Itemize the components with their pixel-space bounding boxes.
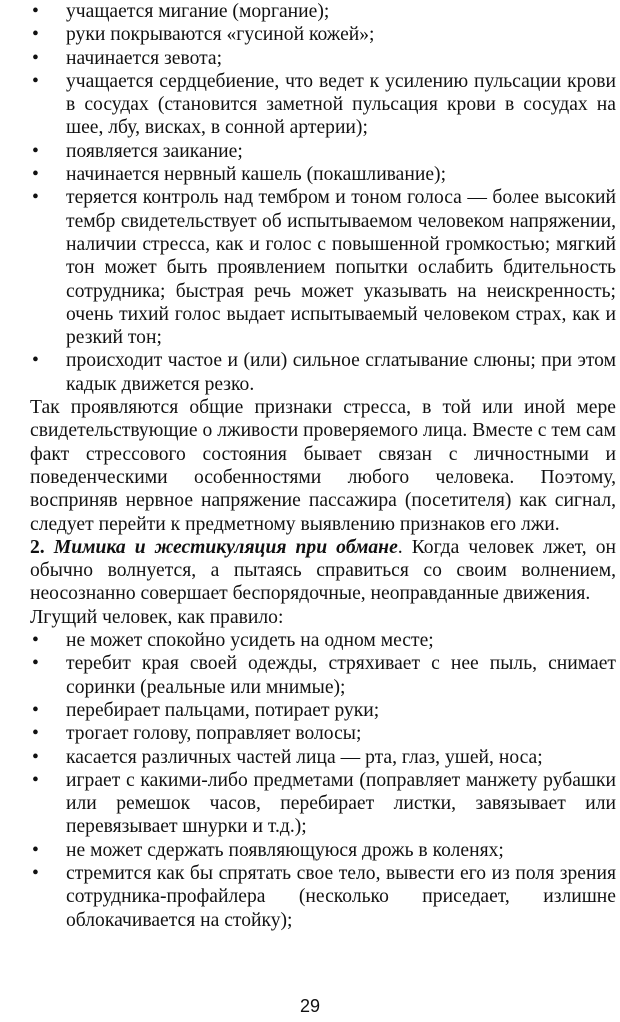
list-item: [30, 652, 616, 699]
page-number: 29: [299, 996, 321, 1016]
list-item-text: учащается сердцебиение, что ведет к усилению пульсации крови в сосудах (становится заметной пульсация крови в сосудах на шее, лбу, висках, в сонной артерии);: [66, 70, 616, 139]
list-item: [30, 769, 616, 839]
list-item-text: руки покрываются «гусиной кожей»;: [66, 24, 375, 46]
bullet-icon: •: [32, 24, 39, 46]
liar-behavior-list: [30, 629, 616, 932]
bullet-icon: •: [32, 630, 39, 652]
bullet-icon: •: [32, 746, 39, 768]
bullet-icon: •: [32, 140, 39, 162]
list-item: [30, 47, 616, 70]
list-item: [30, 746, 616, 769]
section-number: 2.: [30, 536, 45, 558]
liar-intro-paragraph: Лгущий человек, как правило:: [30, 606, 284, 628]
list-item-text: начинается нервный кашель (покашливание);: [66, 164, 447, 186]
bullet-icon: •: [32, 164, 39, 186]
bullet-icon: •: [32, 723, 39, 745]
list-item-text: перебирает пальцами, потирает руки;: [66, 699, 380, 721]
list-item: [30, 140, 616, 163]
section-heading: Мимика и жестикуляция при обмане: [53, 536, 398, 558]
list-item: [30, 349, 616, 396]
bullet-icon: •: [32, 187, 39, 209]
section-2-paragraph: [30, 536, 616, 606]
list-item: [30, 699, 616, 722]
stress-summary-paragraph: Так проявляются общие признаки стресса, в той или иной мере свидетельствующие о лживости проверяемого лица. Вместе с тем сам факт стрессового состояния бывает связан с личностными и поведенческими особенностями любого человека. Поэтому, восприняв нервное напряжение пассажира (посетителя) как сигнал, следует перейти к предметному выявлению признаков его лжи.: [30, 397, 616, 535]
list-item: [30, 23, 616, 46]
list-item: [30, 0, 616, 23]
list-item-text: не может сдержать появляющуюся дрожь в коленях;: [66, 839, 504, 861]
list-item-text: начинается зевота;: [66, 47, 223, 69]
list-item: [30, 839, 616, 862]
list-item: [30, 186, 616, 349]
list-item-text: теряется контроль над тембром и тоном голоса — более высокий тембр свидетельствует об испытываемом человеком напряжении, наличии стресса, как и голос с повышенной громкостью; мягкий тон может быть проявлением попытки ослабить бдительность сотрудника; быстрая речь может указывать на неискренность; очень тихий голос выдает испытываемый человеком страх, как и резкий тон;: [66, 187, 616, 349]
list-item: [30, 163, 616, 186]
list-item: [30, 862, 616, 932]
bullet-icon: •: [32, 70, 39, 92]
list-item-text: трогает голову, поправляет волосы;: [66, 723, 362, 745]
bullet-icon: •: [32, 839, 39, 861]
bullet-icon: •: [32, 47, 39, 69]
list-item-text: теребит края своей одежды, стряхивает с нее пыль, снимает соринки (реальные или мнимые);: [66, 653, 616, 698]
bullet-icon: •: [32, 769, 39, 791]
bullet-icon: •: [32, 862, 39, 884]
list-item-text: касается различных частей лица — рта, глаз, ушей, носа;: [66, 746, 543, 768]
list-item: [30, 629, 616, 652]
bullet-icon: •: [32, 699, 39, 721]
stress-signs-list: [30, 0, 616, 396]
section-text: . Когда человек лжет, он обычно волнуется, а пытаясь справиться со своим волнением, неосознанно совершает беспорядочные, неоправданные движения.: [30, 536, 616, 605]
list-item: [30, 70, 616, 140]
list-item-text: играет с какими-либо предметами (поправляет манжету рубашки или ремешок часов, перебирает листки, завязывает или перевязывает шнурки и т.д.);: [66, 769, 616, 838]
list-item: [30, 722, 616, 745]
bullet-icon: •: [32, 350, 39, 372]
list-item-text: стремится как бы спрятать свое тело, вывести его из поля зрения сотрудника-профайлера (несколько приседает, излишне облокачивается на стойку);: [66, 862, 616, 931]
list-item-text: не может спокойно усидеть на одном месте;: [66, 630, 434, 652]
bullet-icon: •: [32, 1, 39, 22]
list-item-text: учащается мигание (моргание);: [66, 1, 330, 22]
list-item-text: происходит частое и (или) сильное сглатывание слюны; при этом кадык движется резко.: [66, 350, 616, 395]
bullet-icon: •: [32, 653, 39, 675]
page-content: [30, 0, 616, 990]
list-item-text: появляется заикание;: [66, 140, 243, 162]
